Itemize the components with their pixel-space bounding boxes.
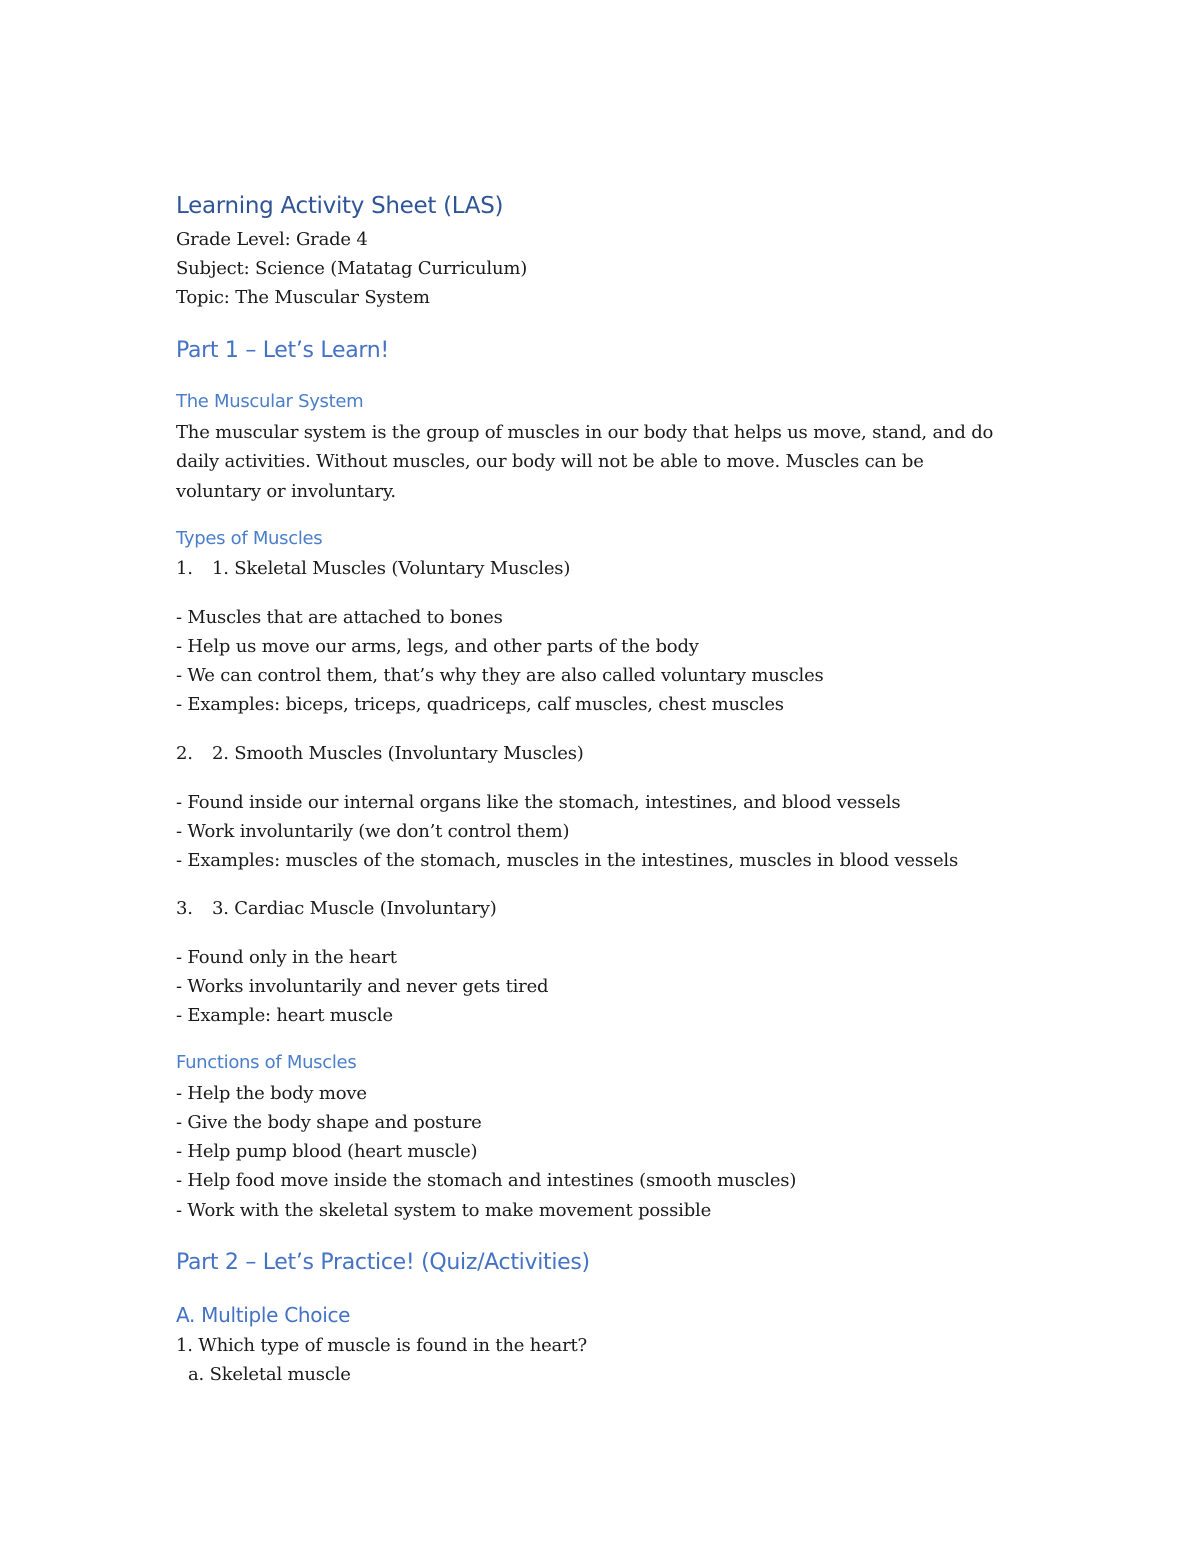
list-number: 3. xyxy=(176,898,193,919)
multiple-choice-heading: A. Multiple Choice xyxy=(176,1303,351,1327)
subject-text: Subject: Science (Matatag Curriculum) xyxy=(176,258,528,279)
page-title: Learning Activity Sheet (LAS) xyxy=(176,193,504,219)
list-item-cardiac xyxy=(176,898,497,919)
bullet-line: - Works involuntarily and never gets tired xyxy=(176,976,549,997)
bullet-line: - Help us move our arms, legs, and other parts of the body xyxy=(176,636,699,657)
bullet-line: - Muscles that are attached to bones xyxy=(176,607,503,628)
bullet-line: - Found inside our internal organs like the stomach, intestines, and blood vessels xyxy=(176,792,901,813)
muscular-system-heading: The Muscular System xyxy=(176,391,364,412)
list-label: 1. Skeletal Muscles (Voluntary Muscles) xyxy=(212,558,571,579)
bullet-line: - Help food move inside the stomach and intestines (smooth muscles) xyxy=(176,1170,797,1191)
bullet-line: - Work involuntarily (we don’t control them) xyxy=(176,821,570,842)
grade-level-text: Grade Level: Grade 4 xyxy=(176,229,368,250)
list-number: 1. xyxy=(176,558,193,579)
part1-heading: Part 1 – Let’s Learn! xyxy=(176,338,389,363)
bullet-line: - Examples: biceps, triceps, quadriceps, calf muscles, chest muscles xyxy=(176,694,784,715)
muscular-system-line: daily activities. Without muscles, our body will not be able to move. Muscles can be xyxy=(176,451,924,472)
bullet-line: - We can control them, that’s why they are also called voluntary muscles xyxy=(176,665,824,686)
list-item-skeletal xyxy=(176,558,570,579)
list-number: 2. xyxy=(176,743,193,764)
list-item-smooth xyxy=(176,743,584,764)
bullet-line: - Help pump blood (heart muscle) xyxy=(176,1141,478,1162)
question-text: 1. Which type of muscle is found in the heart? xyxy=(176,1335,587,1356)
muscular-system-line: voluntary or involuntary. xyxy=(176,481,396,502)
bullet-line: - Examples: muscles of the stomach, muscles in the intestines, muscles in blood vessels xyxy=(176,850,959,871)
bullet-line: - Give the body shape and posture xyxy=(176,1112,482,1133)
bullet-line: - Help the body move xyxy=(176,1083,367,1104)
bullet-line: - Found only in the heart xyxy=(176,947,397,968)
list-label: 2. Smooth Muscles (Involuntary Muscles) xyxy=(212,743,584,764)
topic-text: Topic: The Muscular System xyxy=(176,287,430,308)
list-label: 3. Cardiac Muscle (Involuntary) xyxy=(212,898,497,919)
part2-heading: Part 2 – Let’s Practice! (Quiz/Activities) xyxy=(176,1250,590,1275)
muscular-system-line: The muscular system is the group of muscles in our body that helps us move, stand, and do xyxy=(176,422,994,443)
types-heading: Types of Muscles xyxy=(176,528,323,549)
bullet-line: - Work with the skeletal system to make movement possible xyxy=(176,1200,712,1221)
bullet-line: - Example: heart muscle xyxy=(176,1005,393,1026)
functions-heading: Functions of Muscles xyxy=(176,1052,357,1073)
answer-option: a. Skeletal muscle xyxy=(188,1364,351,1385)
